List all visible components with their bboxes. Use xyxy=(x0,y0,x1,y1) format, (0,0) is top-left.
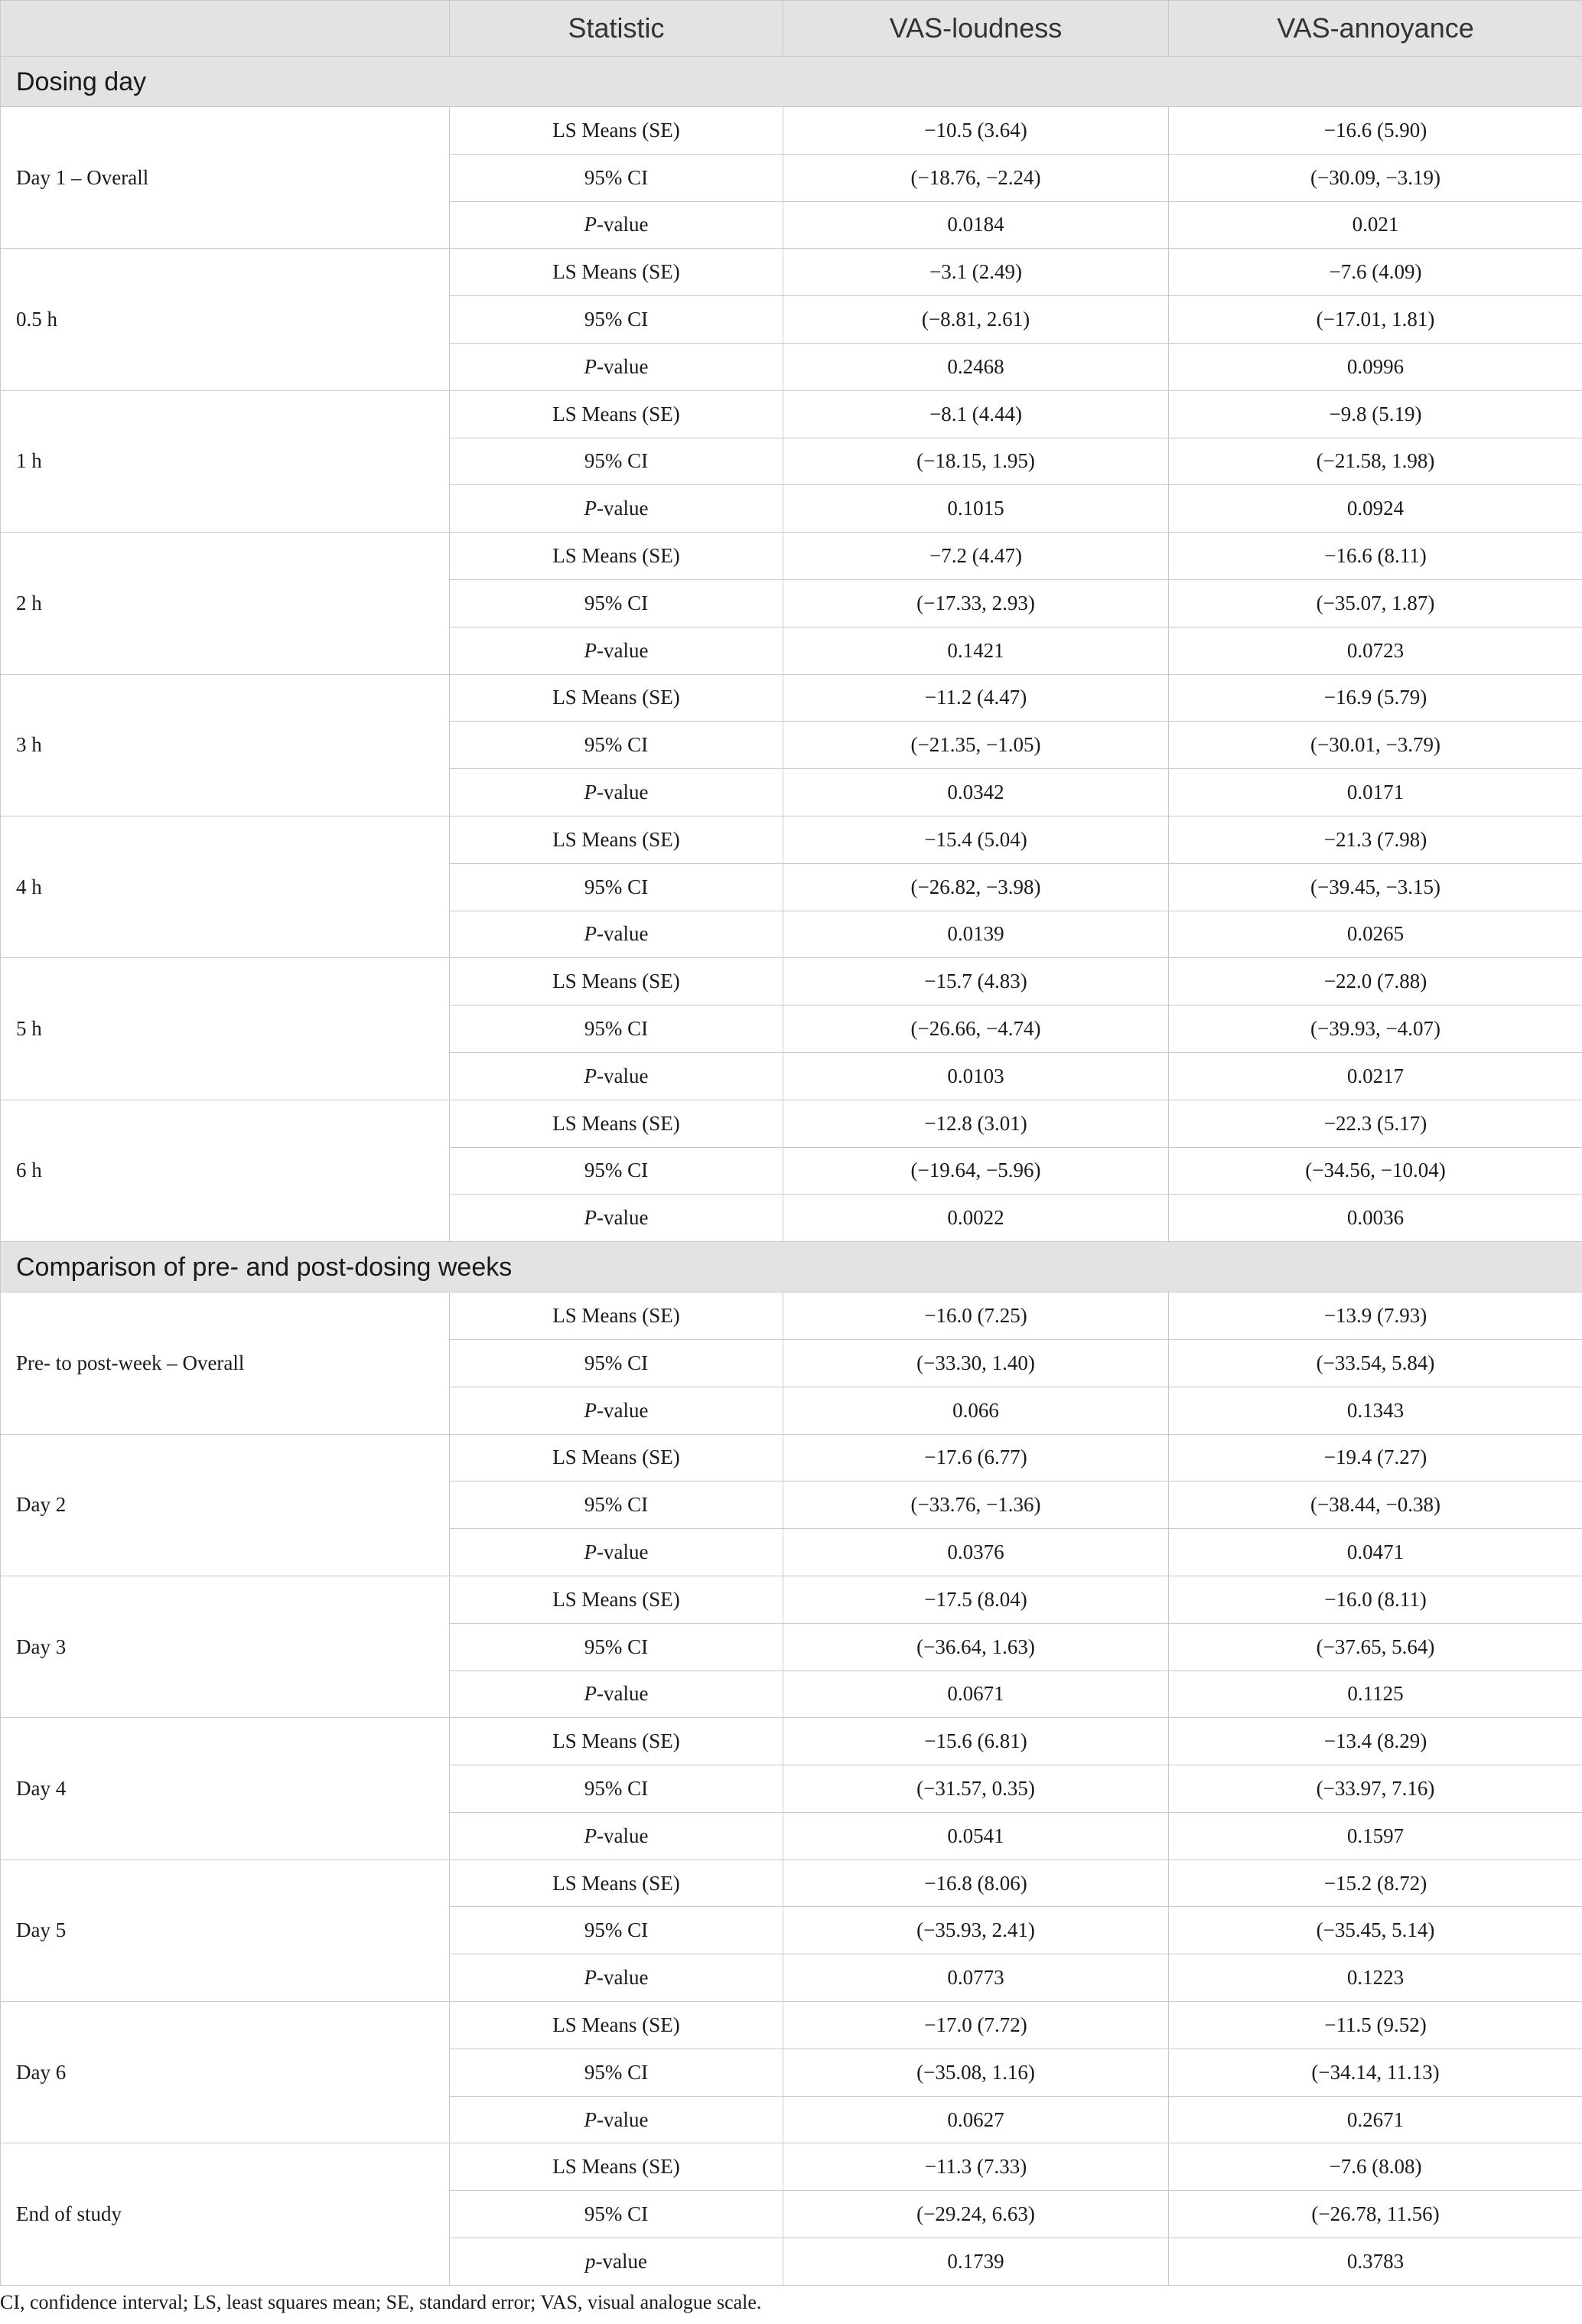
p-suffix: -value xyxy=(595,2249,647,2273)
p-suffix: -value xyxy=(597,497,649,520)
loudness-cell: (−36.64, 1.63) xyxy=(783,1623,1169,1670)
statistic-cell: LS Means (SE) xyxy=(450,533,783,580)
p-suffix: -value xyxy=(597,638,649,662)
annoyance-cell: −22.3 (5.17) xyxy=(1169,1100,1582,1147)
group-label: Day 5 xyxy=(1,1860,450,2001)
section-row xyxy=(1,57,1582,107)
annoyance-cell: 0.0924 xyxy=(1169,485,1582,533)
group-label: 1 h xyxy=(1,390,450,532)
loudness-cell: 0.1015 xyxy=(783,485,1169,533)
group-label: Day 6 xyxy=(1,2002,450,2143)
loudness-cell: 0.0376 xyxy=(783,1529,1169,1576)
statistic-cell: 95% CI xyxy=(450,579,783,627)
statistic-cell: 95% CI xyxy=(450,1147,783,1195)
p-letter: P xyxy=(584,1206,597,1230)
statistic-cell: LS Means (SE) xyxy=(450,390,783,438)
loudness-cell: −15.7 (4.83) xyxy=(783,958,1169,1006)
p-letter: P xyxy=(584,1966,597,1990)
annoyance-cell: 0.2671 xyxy=(1169,2096,1582,2143)
table-row xyxy=(1,390,1582,438)
annoyance-cell: 0.1125 xyxy=(1169,1670,1582,1718)
loudness-cell: (−31.57, 0.35) xyxy=(783,1765,1169,1813)
loudness-cell: −17.0 (7.72) xyxy=(783,2002,1169,2049)
statistic-cell xyxy=(450,1954,783,2002)
annoyance-cell: (−39.45, −3.15) xyxy=(1169,863,1582,911)
p-letter: P xyxy=(584,1682,597,1706)
statistic-cell: LS Means (SE) xyxy=(450,1292,783,1340)
statistic-cell xyxy=(450,343,783,390)
p-suffix: -value xyxy=(597,1064,649,1087)
p-letter: P xyxy=(584,354,597,378)
annoyance-cell: 0.0171 xyxy=(1169,769,1582,816)
loudness-cell: −16.0 (7.25) xyxy=(783,1292,1169,1340)
table-row xyxy=(1,816,1582,863)
header-statistic: Statistic xyxy=(450,1,783,57)
p-letter: P xyxy=(584,781,597,804)
statistic-cell xyxy=(450,1052,783,1100)
annoyance-cell: (−39.93, −4.07) xyxy=(1169,1006,1582,1053)
p-suffix: -value xyxy=(597,1540,649,1563)
annoyance-cell: 0.0723 xyxy=(1169,627,1582,674)
table-row xyxy=(1,1576,1582,1623)
p-letter: P xyxy=(584,213,597,236)
loudness-cell: 0.0184 xyxy=(783,201,1169,249)
p-suffix: -value xyxy=(597,1824,649,1847)
statistic-cell: 95% CI xyxy=(450,2049,783,2096)
header-vas-annoyance: VAS-annoyance xyxy=(1169,1,1582,57)
loudness-cell: 0.2468 xyxy=(783,343,1169,390)
annoyance-cell: 0.021 xyxy=(1169,201,1582,249)
annoyance-cell: (−21.58, 1.98) xyxy=(1169,438,1582,485)
loudness-cell: −15.4 (5.04) xyxy=(783,816,1169,863)
statistic-cell: 95% CI xyxy=(450,1907,783,1954)
loudness-cell: (−35.93, 2.41) xyxy=(783,1907,1169,1954)
group-label: 4 h xyxy=(1,816,450,957)
table-row xyxy=(1,2002,1582,2049)
loudness-cell: 0.0103 xyxy=(783,1052,1169,1100)
loudness-cell: 0.1421 xyxy=(783,627,1169,674)
annoyance-cell: (−35.45, 5.14) xyxy=(1169,1907,1582,1954)
statistic-cell: LS Means (SE) xyxy=(450,2143,783,2191)
statistic-cell: 95% CI xyxy=(450,438,783,485)
statistic-cell: LS Means (SE) xyxy=(450,1718,783,1765)
statistic-cell: 95% CI xyxy=(450,1765,783,1813)
loudness-cell: (−19.64, −5.96) xyxy=(783,1147,1169,1195)
table-row xyxy=(1,1860,1582,1907)
statistic-cell xyxy=(450,769,783,816)
header-blank xyxy=(1,1,450,57)
table-row xyxy=(1,249,1582,296)
loudness-cell: (−18.76, −2.24) xyxy=(783,154,1169,201)
annoyance-cell: −21.3 (7.98) xyxy=(1169,816,1582,863)
annoyance-cell: (−26.78, 11.56) xyxy=(1169,2191,1582,2238)
statistic-cell: 95% CI xyxy=(450,296,783,344)
table-row xyxy=(1,533,1582,580)
annoyance-cell: −16.6 (5.90) xyxy=(1169,107,1582,155)
p-letter: P xyxy=(584,638,597,662)
loudness-cell: −15.6 (6.81) xyxy=(783,1718,1169,1765)
statistic-cell xyxy=(450,627,783,674)
statistic-cell: LS Means (SE) xyxy=(450,2002,783,2049)
annoyance-cell: −15.2 (8.72) xyxy=(1169,1860,1582,1907)
annoyance-cell: (−33.97, 7.16) xyxy=(1169,1765,1582,1813)
annoyance-cell: −19.4 (7.27) xyxy=(1169,1434,1582,1481)
statistic-cell: LS Means (SE) xyxy=(450,107,783,155)
p-letter: P xyxy=(584,497,597,520)
section-title: Dosing day xyxy=(1,57,1582,107)
annoyance-cell: 0.0265 xyxy=(1169,911,1582,958)
loudness-cell: (−8.81, 2.61) xyxy=(783,296,1169,344)
table-row xyxy=(1,958,1582,1006)
loudness-cell: −11.3 (7.33) xyxy=(783,2143,1169,2191)
annoyance-cell: (−34.14, 11.13) xyxy=(1169,2049,1582,2096)
group-label: Day 4 xyxy=(1,1718,450,1860)
annoyance-cell: (−33.54, 5.84) xyxy=(1169,1339,1582,1387)
statistic-cell: LS Means (SE) xyxy=(450,674,783,722)
loudness-cell: (−17.33, 2.93) xyxy=(783,579,1169,627)
statistic-cell xyxy=(450,1387,783,1434)
group-label: Day 1 – Overall xyxy=(1,107,450,249)
p-suffix: -value xyxy=(597,1206,649,1230)
header-vas-loudness: VAS-loudness xyxy=(783,1,1169,57)
loudness-cell: 0.0139 xyxy=(783,911,1169,958)
p-letter: P xyxy=(584,1398,597,1422)
statistic-cell: LS Means (SE) xyxy=(450,1576,783,1623)
table-row xyxy=(1,674,1582,722)
group-label: Pre- to post-week – Overall xyxy=(1,1292,450,1434)
loudness-cell: 0.0022 xyxy=(783,1195,1169,1242)
loudness-cell: (−26.82, −3.98) xyxy=(783,863,1169,911)
annoyance-cell: 0.3783 xyxy=(1169,2238,1582,2286)
loudness-cell: −10.5 (3.64) xyxy=(783,107,1169,155)
table-row xyxy=(1,1100,1582,1147)
loudness-cell: −8.1 (4.44) xyxy=(783,390,1169,438)
loudness-cell: 0.1739 xyxy=(783,2238,1169,2286)
loudness-cell: −11.2 (4.47) xyxy=(783,674,1169,722)
loudness-cell: (−21.35, −1.05) xyxy=(783,722,1169,769)
statistic-cell: LS Means (SE) xyxy=(450,249,783,296)
annoyance-cell: −13.4 (8.29) xyxy=(1169,1718,1582,1765)
annoyance-cell: −7.6 (8.08) xyxy=(1169,2143,1582,2191)
annoyance-cell: 0.0471 xyxy=(1169,1529,1582,1576)
p-suffix: -value xyxy=(597,781,649,804)
loudness-cell: 0.0773 xyxy=(783,1954,1169,2002)
section-row xyxy=(1,1242,1582,1292)
loudness-cell: (−29.24, 6.63) xyxy=(783,2191,1169,2238)
loudness-cell: (−33.30, 1.40) xyxy=(783,1339,1169,1387)
p-suffix: -value xyxy=(597,2107,649,2131)
group-label: 3 h xyxy=(1,674,450,816)
group-label: 5 h xyxy=(1,958,450,1100)
loudness-cell: (−35.08, 1.16) xyxy=(783,2049,1169,2096)
loudness-cell: −12.8 (3.01) xyxy=(783,1100,1169,1147)
loudness-cell: 0.066 xyxy=(783,1387,1169,1434)
p-suffix: -value xyxy=(597,1682,649,1706)
loudness-cell: (−26.66, −4.74) xyxy=(783,1006,1169,1053)
annoyance-cell: −9.8 (5.19) xyxy=(1169,390,1582,438)
statistic-cell xyxy=(450,2238,783,2286)
p-suffix: -value xyxy=(597,354,649,378)
annoyance-cell: (−37.65, 5.64) xyxy=(1169,1623,1582,1670)
loudness-cell: −16.8 (8.06) xyxy=(783,1860,1169,1907)
statistic-cell: 95% CI xyxy=(450,154,783,201)
statistic-cell: LS Means (SE) xyxy=(450,1100,783,1147)
statistic-cell xyxy=(450,1670,783,1718)
statistic-cell: LS Means (SE) xyxy=(450,1434,783,1481)
loudness-cell: −17.6 (6.77) xyxy=(783,1434,1169,1481)
p-suffix: -value xyxy=(597,213,649,236)
p-letter: P xyxy=(584,1540,597,1563)
statistic-cell: 95% CI xyxy=(450,1006,783,1053)
annoyance-cell: 0.0217 xyxy=(1169,1052,1582,1100)
table-footnote: CI, confidence interval; LS, least squares mean; SE, standard error; VAS, visual analogue scale. xyxy=(0,2291,762,2313)
group-label: 2 h xyxy=(1,533,450,674)
table-row xyxy=(1,1434,1582,1481)
group-label: 0.5 h xyxy=(1,249,450,390)
loudness-cell: −17.5 (8.04) xyxy=(783,1576,1169,1623)
loudness-cell: 0.0541 xyxy=(783,1812,1169,1860)
loudness-cell: (−33.76, −1.36) xyxy=(783,1481,1169,1529)
statistic-cell xyxy=(450,1195,783,1242)
statistic-cell: LS Means (SE) xyxy=(450,816,783,863)
annoyance-cell: −7.6 (4.09) xyxy=(1169,249,1582,296)
statistic-cell: 95% CI xyxy=(450,1339,783,1387)
annoyance-cell: 0.1597 xyxy=(1169,1812,1582,1860)
annoyance-cell: −13.9 (7.93) xyxy=(1169,1292,1582,1340)
table-row xyxy=(1,1718,1582,1765)
annoyance-cell: −16.0 (8.11) xyxy=(1169,1576,1582,1623)
loudness-cell: 0.0671 xyxy=(783,1670,1169,1718)
annoyance-cell: −11.5 (9.52) xyxy=(1169,2002,1582,2049)
section-title: Comparison of pre- and post-dosing weeks xyxy=(1,1242,1582,1292)
statistic-cell: LS Means (SE) xyxy=(450,958,783,1006)
statistic-cell: 95% CI xyxy=(450,1623,783,1670)
loudness-cell: −7.2 (4.47) xyxy=(783,533,1169,580)
p-suffix: -value xyxy=(597,1398,649,1422)
annoyance-cell: (−30.09, −3.19) xyxy=(1169,154,1582,201)
annoyance-cell: (−35.07, 1.87) xyxy=(1169,579,1582,627)
annoyance-cell: 0.0036 xyxy=(1169,1195,1582,1242)
p-letter: P xyxy=(584,1064,597,1087)
statistic-cell xyxy=(450,911,783,958)
annoyance-cell: (−34.56, −10.04) xyxy=(1169,1147,1582,1195)
statistic-cell xyxy=(450,1529,783,1576)
statistic-cell: 95% CI xyxy=(450,722,783,769)
statistic-cell: LS Means (SE) xyxy=(450,1860,783,1907)
annoyance-cell: −16.9 (5.79) xyxy=(1169,674,1582,722)
loudness-cell: (−18.15, 1.95) xyxy=(783,438,1169,485)
p-letter: P xyxy=(584,1824,597,1847)
loudness-cell: 0.0342 xyxy=(783,769,1169,816)
statistic-cell: 95% CI xyxy=(450,2191,783,2238)
statistic-cell xyxy=(450,2096,783,2143)
annoyance-cell: 0.0996 xyxy=(1169,343,1582,390)
table-row xyxy=(1,1292,1582,1340)
annoyance-cell: (−30.01, −3.79) xyxy=(1169,722,1582,769)
statistic-cell xyxy=(450,1812,783,1860)
group-label: End of study xyxy=(1,2143,450,2285)
p-letter: P xyxy=(584,922,597,946)
loudness-cell: −3.1 (2.49) xyxy=(783,249,1169,296)
annoyance-cell: 0.1223 xyxy=(1169,1954,1582,2002)
annoyance-cell: (−17.01, 1.81) xyxy=(1169,296,1582,344)
p-letter: P xyxy=(584,2107,597,2131)
table-row xyxy=(1,2143,1582,2191)
group-label: Day 2 xyxy=(1,1434,450,1576)
p-suffix: -value xyxy=(597,1966,649,1990)
p-letter: p xyxy=(585,2249,596,2273)
statistic-cell xyxy=(450,485,783,533)
table-header-row xyxy=(1,1,1582,57)
table-body xyxy=(1,57,1582,2286)
table-row xyxy=(1,107,1582,155)
group-label: 6 h xyxy=(1,1100,450,1241)
statistic-cell xyxy=(450,201,783,249)
group-label: Day 3 xyxy=(1,1576,450,1717)
annoyance-cell: (−38.44, −0.38) xyxy=(1169,1481,1582,1529)
annoyance-cell: 0.1343 xyxy=(1169,1387,1582,1434)
loudness-cell: 0.0627 xyxy=(783,2096,1169,2143)
statistic-cell: 95% CI xyxy=(450,863,783,911)
annoyance-cell: −22.0 (7.88) xyxy=(1169,958,1582,1006)
annoyance-cell: −16.6 (8.11) xyxy=(1169,533,1582,580)
statistic-cell: 95% CI xyxy=(450,1481,783,1529)
p-suffix: -value xyxy=(597,922,649,946)
